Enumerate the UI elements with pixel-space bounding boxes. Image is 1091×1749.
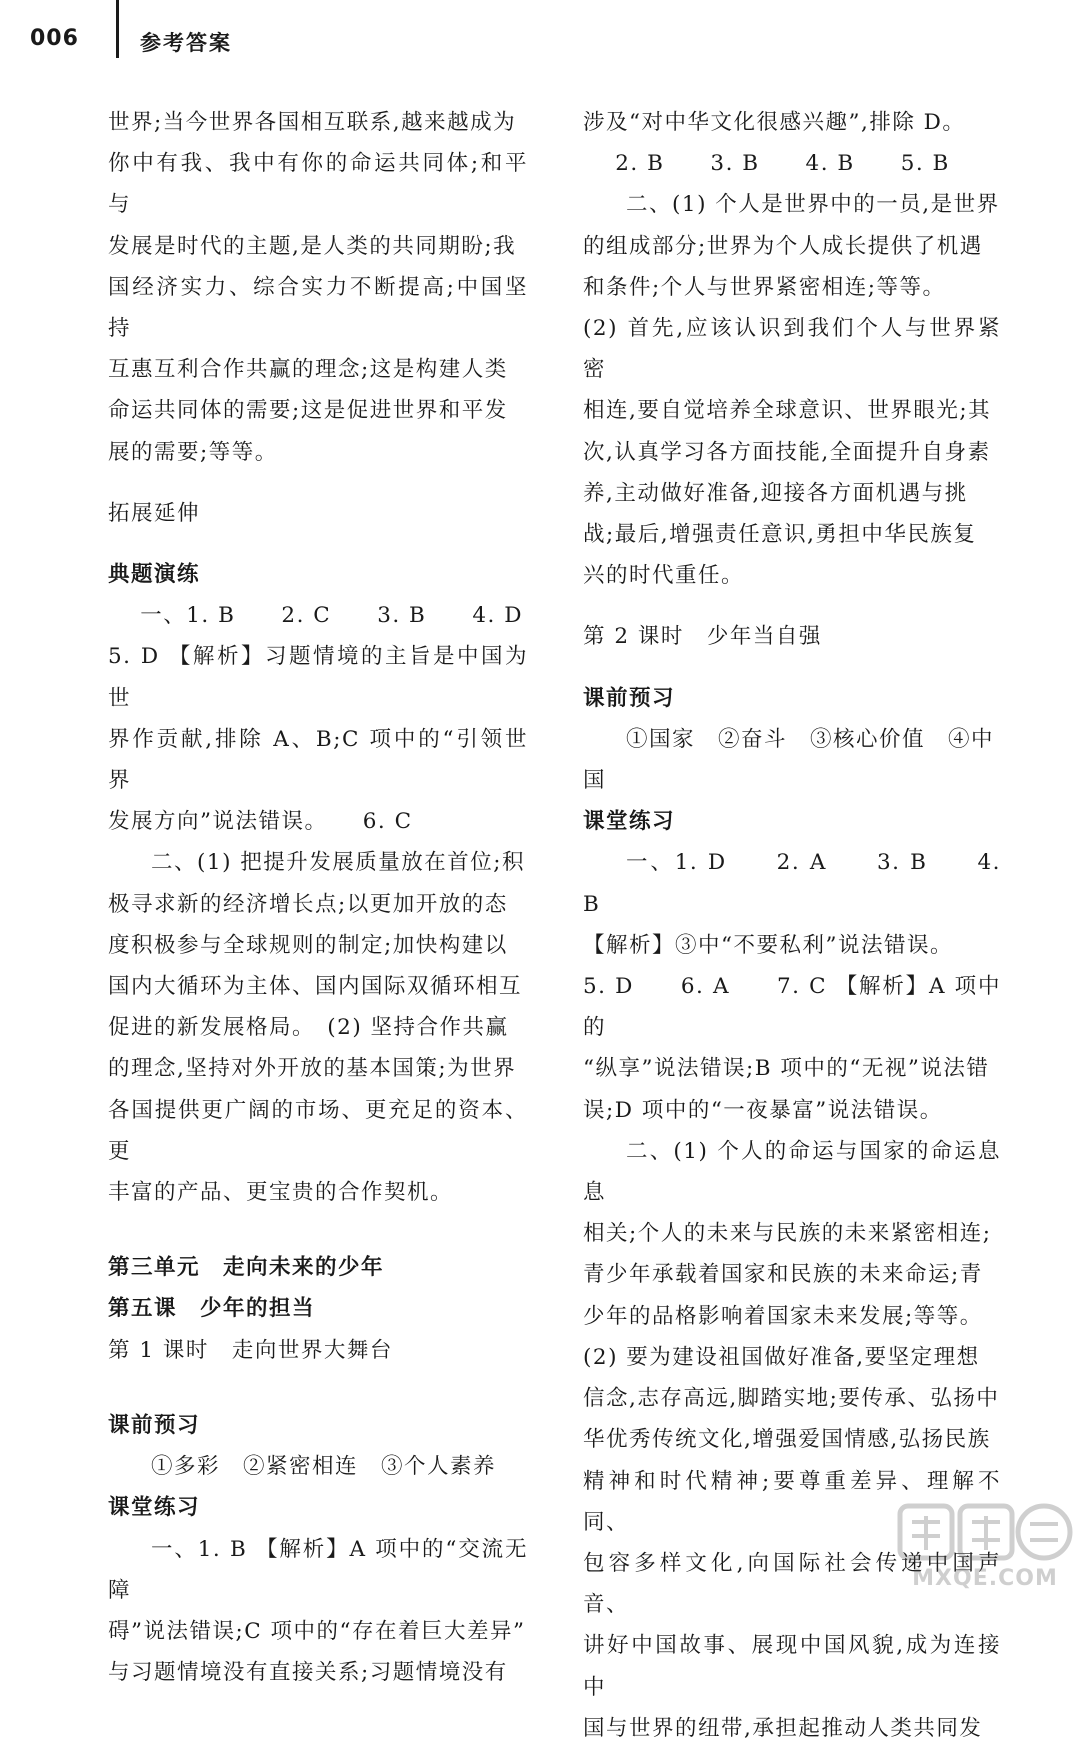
text-line: 极寻求新的经济增长点;以更加开放的态 (108, 891, 508, 917)
period-title: 第 1 课时 走向世界大舞台 (108, 1337, 393, 1363)
text-line: 5. D 【解析】习题情境的主旨是中国为世 (108, 644, 528, 711)
text-line: 促进的新发展格局。 (2) 坚持合作共赢 (108, 1015, 509, 1041)
text-line: 二、(1) 把提升发展质量放在首位;积 (151, 850, 526, 876)
watermark (890, 1500, 1080, 1595)
answer-line: 国 (583, 768, 607, 794)
text-line: 丰富的产品、更宝贵的合作契机。 (108, 1180, 454, 1206)
text-line: 界作贡献,排除 A、B;C 项中的“引领世界 (108, 726, 528, 794)
spacer (108, 1213, 528, 1247)
text-line: 国内大循环为主体、国内国际双循环相互 (108, 974, 523, 1000)
sub-heading: 课堂练习 (108, 1495, 201, 1521)
text-line: 5. D 6. A 7. C 【解析】A 项中的 (583, 974, 1001, 1041)
sub-heading: 课前预习 (583, 685, 676, 711)
left-column (108, 102, 528, 1693)
text-line: 的组成部分;世界为个人成长提供了机遇 (583, 233, 983, 259)
text-line: 次,认真学习各方面技能,全面提升自身素 (583, 439, 991, 465)
spacer (583, 596, 1001, 616)
header-title: 参考答案 (140, 31, 232, 55)
text-line: 战;最后,增强责任意识,勇担中华民族复 (583, 522, 977, 548)
text-line: 【解析】③中“不要私利”说法错误。 (583, 932, 953, 958)
answer-line: ①国家 ②奋斗 ③核心价值 ④中 (626, 726, 995, 752)
text-line: 世界;当今世界各国相互联系,越来越成为 (108, 110, 517, 135)
spacer (108, 1371, 528, 1405)
page-header (0, 0, 1091, 90)
header-divider (116, 0, 119, 58)
text-line: 度积极参与全球规则的制定;加快构建以 (108, 932, 508, 958)
text-line: 国经济实力、综合实力不断提高;中国坚持 (108, 274, 528, 342)
text-line: 信念,志存高远,脚踏实地;要传承、弘扬中 (583, 1386, 1000, 1412)
text-line: 二、(1) 个人的命运与国家的命运息息 (583, 1138, 1001, 1206)
text-line: 二、(1) 个人是世界中的一员,是世界 (626, 192, 1000, 218)
text-line: 养,主动做好准备,迎接各方面机遇与挑 (583, 480, 968, 506)
answer-line: 2. B 3. B 4. B 5. B (615, 151, 950, 177)
spacer (108, 473, 528, 493)
answer-line: 一、1. B 2. C 3. B 4. D (140, 603, 523, 629)
text-line: 发展是时代的主题,是人类的共同期盼;我 (108, 233, 517, 259)
text-line: 少年的品格影响着国家未来发展;等等。 (583, 1303, 983, 1329)
text-line: 命运共同体的需要;这是促进世界和平发 (108, 398, 508, 424)
text-line: 误;D 项中的“一夜暴富”说法错误。 (583, 1097, 943, 1123)
answer-line: 一、1. D 2. A 3. B 4. B (583, 850, 1001, 917)
text-line: 发展方向”说法错误。 6. C (108, 809, 413, 835)
watermark-logo-icon (890, 1500, 1080, 1564)
text-line: 展的需要;等等。 (108, 439, 278, 465)
answer-line: ①多彩 ②紧密相连 ③个人素养 (151, 1454, 497, 1480)
text-line: “纵享”说法错误;B 项中的“无视”说法错 (583, 1056, 990, 1082)
spacer (583, 658, 1001, 678)
text-line: 相连,要自觉培养全球意识、世界眼光;其 (583, 398, 992, 424)
text-line: 碍”说法错误;C 项中的“存在着巨大差异” (108, 1618, 526, 1644)
text-line: 青少年承载着国家和民族的未来命运;青 (583, 1262, 983, 1288)
sub-heading: 典题演练 (108, 562, 201, 588)
text-line: 华优秀传统文化,增强爱国情感,弘扬民族 (583, 1427, 991, 1453)
text-line: 国与世界的纽带,承担起推动人类共同发 (583, 1715, 983, 1741)
sub-heading: 课堂练习 (583, 809, 676, 835)
period-title: 第 2 课时 少年当自强 (583, 624, 822, 650)
page-number: 006 (30, 26, 79, 51)
text-line: 讲好中国故事、展现中国风貌,成为连接中 (583, 1633, 1001, 1700)
text-line: 包容多样文化,向国际社会传递中国声音、 (583, 1550, 1001, 1618)
section-title: 拓展延伸 (108, 500, 201, 526)
text-line: 互惠互利合作共赢的理念;这是构建人类 (108, 357, 508, 383)
spacer (108, 534, 528, 554)
text-line: 一、1. B 【解析】A 项中的“交流无障 (108, 1536, 528, 1603)
text-line: 和条件;个人与世界紧密相连;等等。 (583, 274, 946, 300)
text-line: 相关;个人的未来与民族的未来紧密相连; (583, 1221, 992, 1247)
text-line: 你中有我、我中有你的命运共同体;和平与 (108, 151, 528, 218)
unit-title: 第三单元 走向未来的少年 (108, 1255, 385, 1281)
text-line: 精神和时代精神;要尊重差异、理解不同、 (583, 1468, 1001, 1535)
sub-heading: 课前预习 (108, 1412, 201, 1438)
text-line: (2) 要为建设祖国做好准备,要坚定理想 (583, 1344, 980, 1370)
lesson-title: 第五课 少年的担当 (108, 1296, 316, 1322)
text-line: 兴的时代重任。 (583, 563, 745, 589)
text-line: 各国提供更广阔的市场、更充足的资本、更 (108, 1097, 528, 1164)
text-line: 的理念,坚持对外开放的基本国策;为世界 (108, 1056, 517, 1082)
text-line: 与习题情境没有直接关系;习题情境没有 (108, 1660, 508, 1686)
watermark-text: MXQE.COM (912, 1566, 1058, 1591)
text-line: 涉及“对中华文化很感兴趣”,排除 D。 (583, 110, 966, 135)
text-line: (2) 首先,应该认识到我们个人与世界紧密 (583, 316, 1001, 383)
